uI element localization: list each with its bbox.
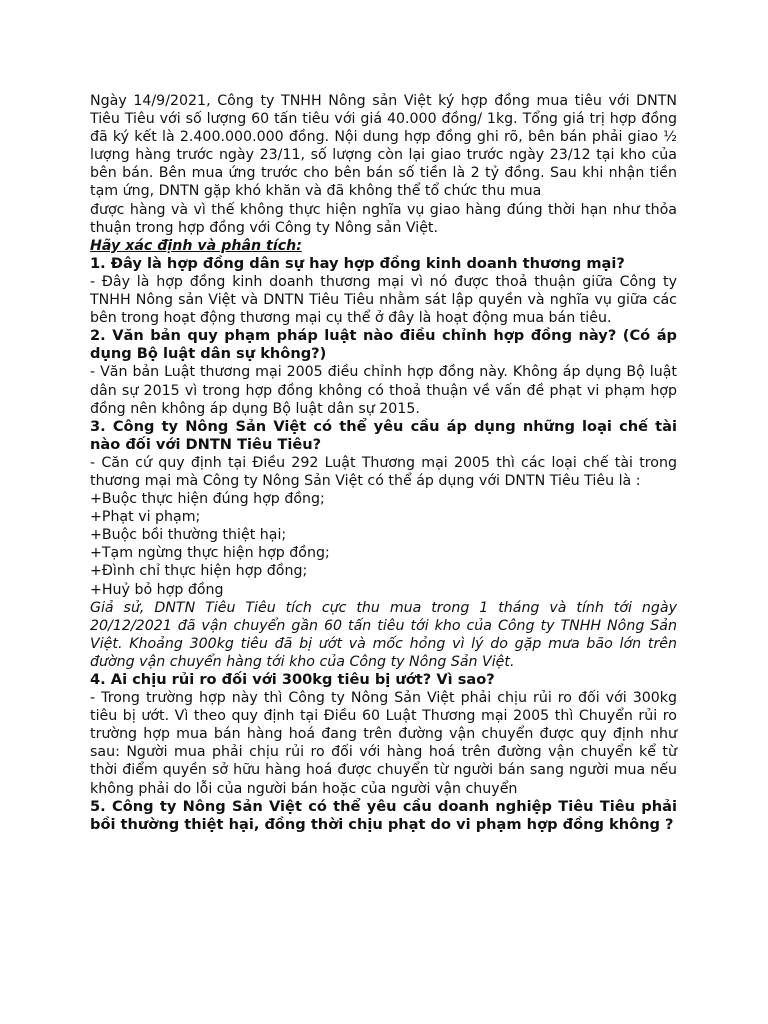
answer-2: - Văn bản Luật thương mại 2005 điều chỉnh hợp đồng này. Không áp dụng Bộ luật dân sự 2015 vì trong hợp đồng không có thoả thuận về vấn đề phạt vi phạm hợp đồng nên không áp dụng Bộ luật dân sự 2015. xyxy=(90,364,677,417)
intro-paragraph-1: Ngày 14/9/2021, Công ty TNHH Nông sản Việt ký hợp đồng mua tiêu với DNTN Tiêu Tiêu với số lượng 60 tấn tiêu với giá 40.000 đồng/ 1kg. Tổng giá trị hợp đồng đã ký kết là 2.400.000.000 đồng. Nội dung hợp đồng ghi rõ, bên bán phải giao ½ lượng hàng trước ngày 23/11, số lượng còn lại giao trước ngày 23/12 tại kho của bên bán. Bên mua ứng trước cho bên bán số tiền là 2 tỷ đồng. Sau khi nhận tiền tạm ứng, DNTN gặp khó khăn và đã không thể tổ chức thu mua xyxy=(90,93,677,200)
task-heading: Hãy xác định và phân tích: xyxy=(90,237,302,254)
question-2: 2. Văn bản quy phạm pháp luật nào điều chỉnh hợp đồng này? (Có áp dụng Bộ luật dân sự không?) xyxy=(90,327,677,363)
question-3: 3. Công ty Nông Sản Việt có thể yêu cầu áp dụng những loại chế tài nào đối với DNTN Tiêu Tiêu? xyxy=(90,417,677,453)
question-1: 1. Đây là hợp đồng dân sự hay hợp đồng kinh doanh thương mại? xyxy=(90,254,625,272)
sanction-item: +Buộc thực hiện đúng hợp đồng; xyxy=(90,491,325,508)
sanction-item: +Phạt vi phạm; xyxy=(90,509,201,526)
answer-3: - Căn cứ quy định tại Điều 292 Luật Thương mại 2005 thì các loại chế tài trong thương mại mà Công ty Nông Sản Việt có thể áp dụng với DNTN Tiêu Tiêu là : xyxy=(90,454,677,489)
sanction-item: +Tạm ngừng thực hiện hợp đồng; xyxy=(90,545,330,562)
sanction-item: +Buộc bồi thường thiệt hại; xyxy=(90,527,287,544)
question-5: 5. Công ty Nông Sản Việt có thể yêu cầu doanh nghiệp Tiêu Tiêu phải bồi thường thiệt hại, đồng thời chịu phạt do vi phạm hợp đồng không ? xyxy=(90,797,677,833)
sanction-item: +Đình chỉ thực hiện hợp đồng; xyxy=(90,563,308,580)
answer-1: - Đây là hợp đồng kinh doanh thương mại vì nó được thoả thuận giữa Công ty TNHH Nông sản Việt và DNTN Tiêu Tiêu nhằm sát lập quyền và nghĩa vụ giữa các bên trong hoạt động thương mại cụ thể ở đây là hoạt động mua bán tiêu. xyxy=(90,273,677,327)
intro-paragraph-2: được hàng và vì thế không thực hiện nghĩa vụ giao hàng đúng thời hạn như thỏa thuận trong hợp đồng với Công ty Nông sản Việt. xyxy=(90,201,677,236)
answer-4: - Trong trường hợp này thì Công ty Nông Sản Việt phải chịu rủi ro đối với 300kg tiêu bị ướt. Vì theo quy định tại Điều 60 Luật Thương mại 2005 thì Chuyển rủi ro trường hợp mua bán hàng hoá đang trên đường vận chuyển được quy định như sau: Người mua phải chịu rủi ro đối với hàng hoá trên đường vận chuyển kể từ thời điểm quyền sở hữu hàng hoá được chuyển từ người bán sang người mua nếu không phải do lỗi của người bán hoặc của người vận chuyển xyxy=(90,690,677,797)
sanction-item: +Huỷ bỏ hợp đồng xyxy=(90,581,224,598)
document-page xyxy=(90,92,677,834)
scenario-paragraph: Giả sử, DNTN Tiêu Tiêu tích cực thu mua trong 1 tháng và tính tới ngày 20/12/2021 đã vận chuyển gần 60 tấn tiêu tới kho của Công ty TNHH Nông Sản Việt. Khoảng 300kg tiêu đã bị ướt và mốc hỏng vì lý do gặp mưa bão lớn trên đường vận chuyển hàng tới kho của Công ty Nông Sản Việt. xyxy=(90,599,677,670)
sanction-list xyxy=(90,490,677,599)
question-4: 4. Ai chịu rủi ro đối với 300kg tiêu bị ướt? Vì sao? xyxy=(90,671,495,688)
